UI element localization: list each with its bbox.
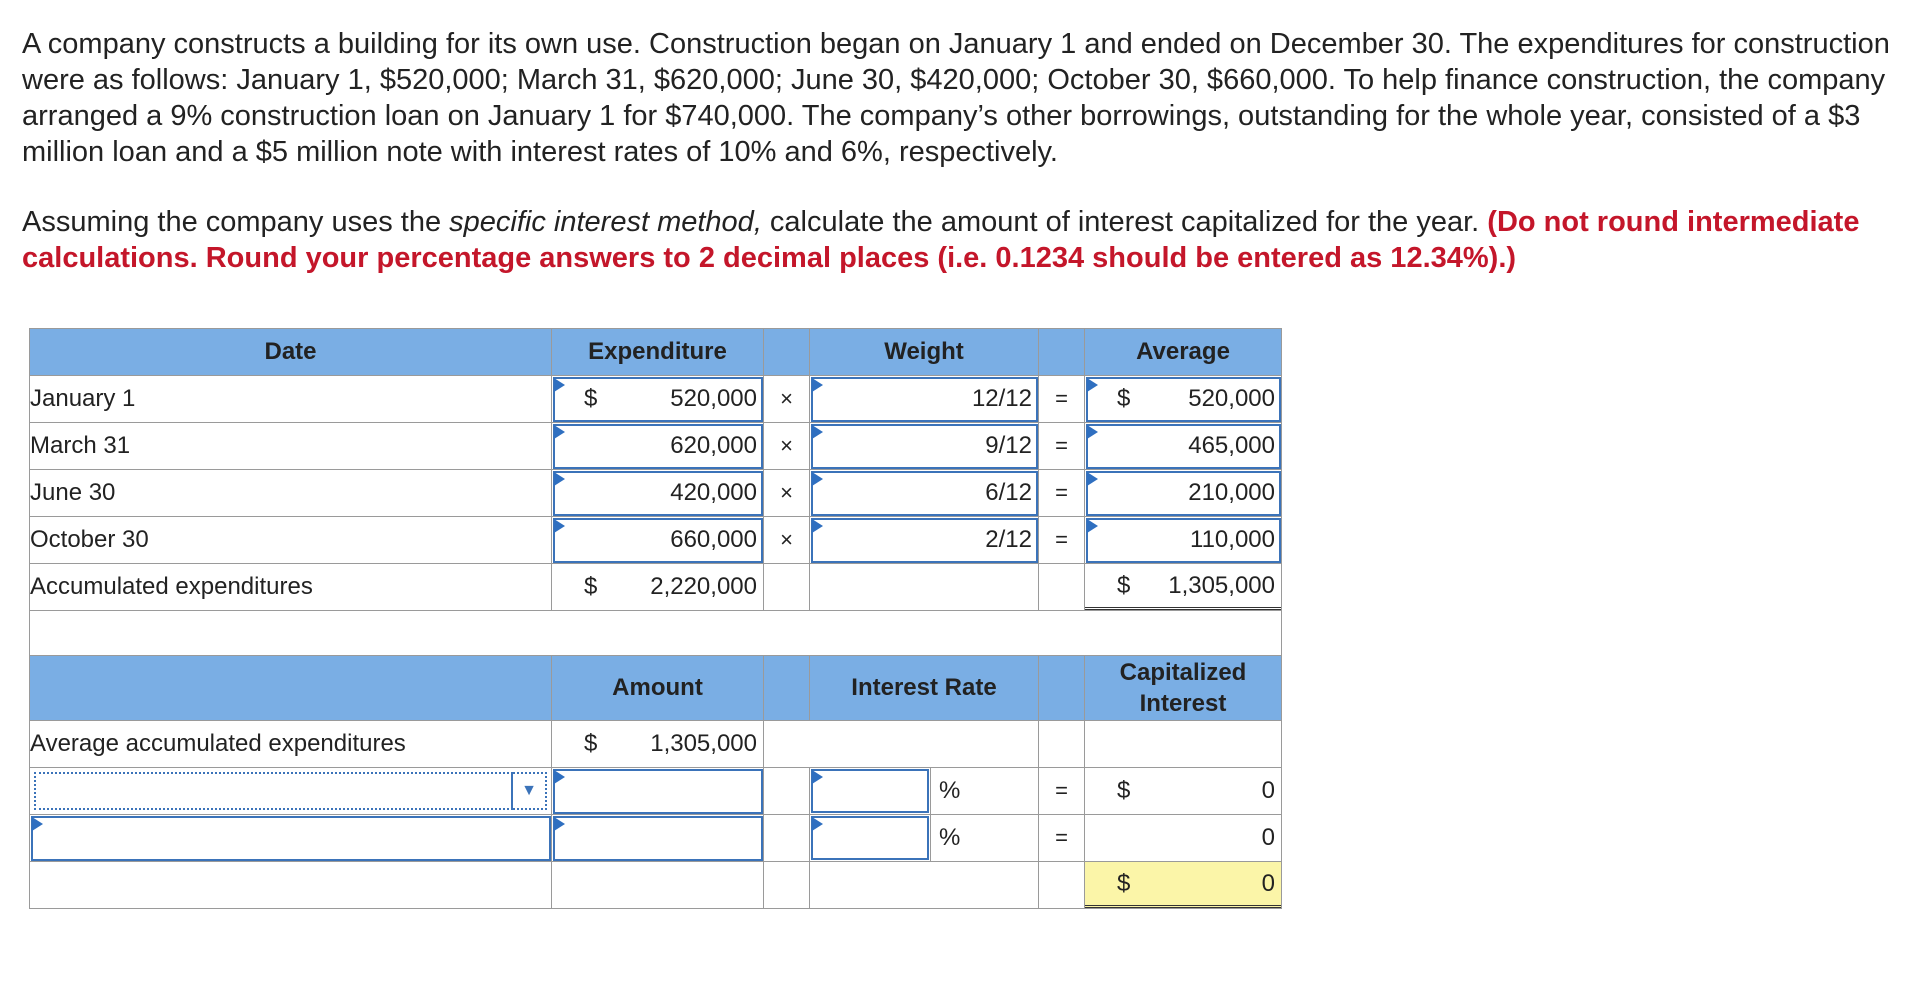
expenditure-input[interactable]: [552, 423, 764, 470]
input-marker-icon: [812, 817, 823, 831]
worksheet-table: [29, 328, 1282, 909]
header-amount: Amount: [552, 656, 764, 721]
average-value: 110,000: [1190, 526, 1275, 553]
weight-value: 6/12: [985, 479, 1032, 506]
header-expenditure: Expenditure: [552, 329, 764, 376]
blank-cell: [1085, 721, 1282, 768]
total-capitalized-interest: [1085, 862, 1282, 909]
problem-paragraph-1: A company constructs a building for its own use. Construction began on January 1 and ended on December 30. The expenditures for construction were as follows: January 1, $520,000; March 31, $620,000; June 30, $420,000; October 30, $660,000. To help finance construction, the company arranged a 9% construction loan on January 1 for $740,000. The company’s other borrowings, outstanding for the whole year, consisted of a $3 million loan and a $5 million note with interest rates of 10% and 6%, respectively.: [22, 28, 1890, 168]
interest-rate-input[interactable]: [810, 768, 930, 814]
loan-label-input[interactable]: [30, 815, 552, 862]
equals-sign: =: [1039, 815, 1085, 862]
average-accumulated-amount: [552, 721, 764, 768]
weight-input[interactable]: [810, 470, 1039, 517]
header-blank: [764, 656, 810, 721]
blank-cell: [764, 862, 810, 909]
row-date: January 1: [30, 376, 552, 423]
input-marker-icon: [554, 472, 565, 486]
average-accumulated-value: 1,305,000: [650, 730, 757, 757]
spacer-cell: [30, 611, 1282, 656]
expenditure-input[interactable]: [552, 517, 764, 564]
input-marker-icon: [554, 425, 565, 439]
weight-value: 9/12: [985, 432, 1032, 459]
expenditure-value: 420,000: [670, 479, 757, 506]
average-value: 520,000: [1188, 385, 1275, 412]
input-marker-icon: [1087, 472, 1098, 486]
accumulated-average-value: 1,305,000: [1168, 571, 1275, 599]
header-capitalized-interest: [1085, 656, 1282, 721]
header-blank: [1039, 656, 1085, 721]
multiply-sign: ×: [764, 376, 810, 423]
average-value: 465,000: [1188, 432, 1275, 459]
header-blank: [1039, 329, 1085, 376]
amount-input[interactable]: [552, 815, 764, 862]
capitalized-interest-value: [1085, 815, 1282, 862]
interest-rate-input[interactable]: [810, 815, 930, 861]
header-date: Date: [30, 329, 552, 376]
header-average: Average: [1085, 329, 1282, 376]
average-input[interactable]: [1085, 470, 1282, 517]
accumulated-row: [30, 564, 1282, 611]
blank-cell: [764, 721, 1039, 768]
header-capitalized-line1: Capitalized: [1119, 659, 1247, 686]
input-marker-icon: [554, 378, 565, 392]
expenditure-row: [30, 517, 1282, 564]
average-input[interactable]: [1085, 376, 1282, 423]
blank-cell: [764, 815, 810, 862]
weight-input[interactable]: [810, 376, 1039, 423]
dollar-sign: $: [584, 573, 598, 600]
average-accumulated-label: Average accumulated expenditures: [30, 721, 552, 768]
expenditure-row: [30, 470, 1282, 517]
total-interest-value: 0: [1261, 869, 1275, 897]
expenditure-header-row: [30, 329, 1282, 376]
input-marker-icon: [812, 519, 823, 533]
expenditure-input[interactable]: [552, 376, 764, 423]
dollar-sign: $: [1117, 385, 1131, 412]
weight-value: 2/12: [985, 526, 1032, 553]
header-weight: Weight: [810, 329, 1039, 376]
accumulated-expenditure: [552, 564, 764, 611]
input-marker-icon: [812, 472, 823, 486]
input-marker-icon: [812, 770, 823, 784]
accumulated-average: [1085, 564, 1282, 611]
expenditure-input[interactable]: [552, 470, 764, 517]
spacer-row: [30, 611, 1282, 656]
blank-cell: [30, 862, 552, 909]
dollar-sign: $: [1117, 571, 1131, 599]
percent-sign: %: [930, 768, 1038, 814]
row-date: June 30: [30, 470, 552, 517]
average-input[interactable]: [1085, 517, 1282, 564]
blank-cell: [1039, 564, 1085, 611]
blank-cell: [764, 768, 810, 815]
blank-cell: [552, 862, 764, 909]
blank-cell: [764, 564, 810, 611]
equals-sign: =: [1039, 423, 1085, 470]
weight-value: 12/12: [971, 385, 1032, 412]
paragraph-2-start: Assuming the company uses the: [22, 206, 450, 238]
problem-text: [22, 26, 1902, 276]
paragraph-2-end: calculate the amount of interest capitalized for the year.: [761, 206, 1488, 238]
multiply-sign: ×: [764, 423, 810, 470]
input-marker-icon: [554, 519, 565, 533]
equals-sign: =: [1039, 517, 1085, 564]
input-marker-icon: [1087, 425, 1098, 439]
header-blank: [764, 329, 810, 376]
blank-cell: [810, 862, 1039, 909]
expenditure-row: [30, 423, 1282, 470]
input-marker-icon: [1087, 378, 1098, 392]
equals-sign: =: [1039, 768, 1085, 815]
total-interest-row: [30, 862, 1282, 909]
dollar-sign: $: [584, 730, 598, 757]
paragraph-2-method: specific interest method,: [449, 206, 762, 238]
average-input[interactable]: [1085, 423, 1282, 470]
blank-cell: [1039, 862, 1085, 909]
loan-select-field[interactable]: [34, 772, 513, 810]
amount-input[interactable]: [552, 768, 764, 815]
header-blank: [30, 656, 552, 721]
input-marker-icon: [32, 817, 43, 831]
problem-paragraph-2: [22, 204, 1902, 276]
input-marker-icon: [812, 378, 823, 392]
expenditure-value: 620,000: [670, 432, 757, 459]
equals-sign: =: [1039, 376, 1085, 423]
capitalized-interest-value: [1085, 768, 1282, 815]
average-accumulated-row: [30, 721, 1282, 768]
rate-cell: [810, 815, 1039, 862]
multiply-sign: ×: [764, 517, 810, 564]
accumulated-expenditure-value: 2,220,000: [650, 573, 757, 600]
interest-value: 0: [1261, 777, 1275, 804]
dollar-sign: $: [584, 385, 598, 412]
input-marker-icon: [1087, 519, 1098, 533]
input-marker-icon: [554, 770, 565, 784]
blank-cell: [810, 564, 1039, 611]
percent-sign: %: [930, 815, 1038, 861]
input-marker-icon: [812, 425, 823, 439]
loan-select[interactable]: [30, 768, 552, 815]
header-interest-rate: Interest Rate: [810, 656, 1039, 721]
row-date: March 31: [30, 423, 552, 470]
row-date: October 30: [30, 517, 552, 564]
interest-input-row: [30, 768, 1282, 815]
interest-input-row: [30, 815, 1282, 862]
dollar-sign: $: [1117, 777, 1131, 804]
blank-cell: [1039, 721, 1085, 768]
chevron-down-icon[interactable]: ▼: [513, 772, 547, 810]
expenditure-value: 520,000: [670, 385, 757, 412]
average-value: 210,000: [1188, 479, 1275, 506]
weight-input[interactable]: [810, 517, 1039, 564]
expenditure-row: [30, 376, 1282, 423]
header-capitalized-line2: Interest: [1139, 690, 1227, 717]
dollar-sign: $: [1117, 869, 1131, 897]
equals-sign: =: [1039, 470, 1085, 517]
interest-header-row: [30, 656, 1282, 721]
input-marker-icon: [554, 817, 565, 831]
weight-input[interactable]: [810, 423, 1039, 470]
rate-cell: [810, 768, 1039, 815]
expenditure-value: 660,000: [670, 526, 757, 553]
accumulated-label: Accumulated expenditures: [30, 564, 552, 611]
interest-value: 0: [1261, 824, 1275, 851]
multiply-sign: ×: [764, 470, 810, 517]
rounding-instruction: (Do not round intermediate calculations. Round your percentage answers to 2 decimal places (i.e. 0.1234 should be entered as 12.34%).): [22, 206, 1860, 274]
